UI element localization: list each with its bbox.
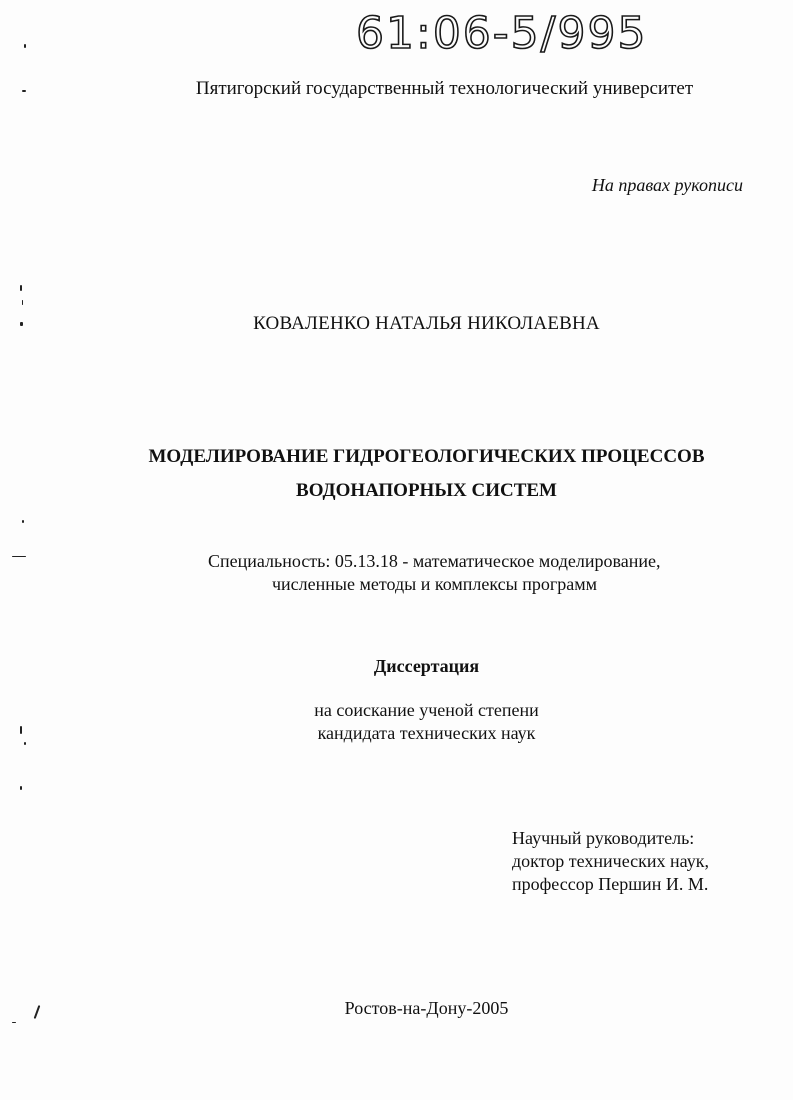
- supervisor-degree: доктор технических наук,: [512, 851, 709, 871]
- speciality-line-2: численные методы и комплексы программ: [272, 574, 598, 594]
- scan-speck: [22, 300, 23, 305]
- degree-line-1: на соискание ученой степени: [314, 700, 539, 720]
- scan-speck: [22, 520, 24, 523]
- university-name: Пятигорский государственный технологический университет: [195, 78, 694, 99]
- handwritten-code-text: 61:06-5/995: [356, 8, 648, 58]
- degree-line-2: кандидата технических наук: [317, 723, 536, 743]
- city-year: Ростов-на-Дону-2005: [344, 998, 509, 1018]
- scan-speck: [20, 322, 23, 326]
- supervisor-label: Научный руководитель:: [512, 828, 695, 848]
- supervisor-name: профессор Першин И. М.: [512, 874, 709, 894]
- scan-speck: [12, 556, 26, 557]
- scan-speck: [20, 786, 22, 790]
- author-name: КОВАЛЕНКО НАТАЛЬЯ НИКОЛАЕВНА: [253, 313, 600, 334]
- scan-speck: [24, 742, 26, 745]
- scan-speck: [22, 90, 26, 92]
- dissertation-title: [0, 440, 793, 508]
- title-line-2: ВОДОНАПОРНЫХ СИСТЕМ: [296, 480, 557, 501]
- handwritten-archive-code: [352, 2, 672, 58]
- title-line-1: МОДЕЛИРОВАНИЕ ГИДРОГЕОЛОГИЧЕСКИХ ПРОЦЕССОВ: [148, 446, 705, 467]
- speciality-block: [208, 550, 660, 596]
- scan-speck: [20, 726, 22, 734]
- manuscript-rights-note: На правах рукописи: [591, 175, 743, 195]
- scan-speck: [12, 1022, 16, 1023]
- supervisor-block: [512, 827, 709, 896]
- document-type: Диссертация: [373, 656, 480, 676]
- scan-speck: [20, 285, 22, 291]
- degree-block: [0, 699, 793, 745]
- scan-speck: [24, 44, 26, 48]
- speciality-line-1: Специальность: 05.13.18 - математическое моделирование,: [208, 551, 661, 571]
